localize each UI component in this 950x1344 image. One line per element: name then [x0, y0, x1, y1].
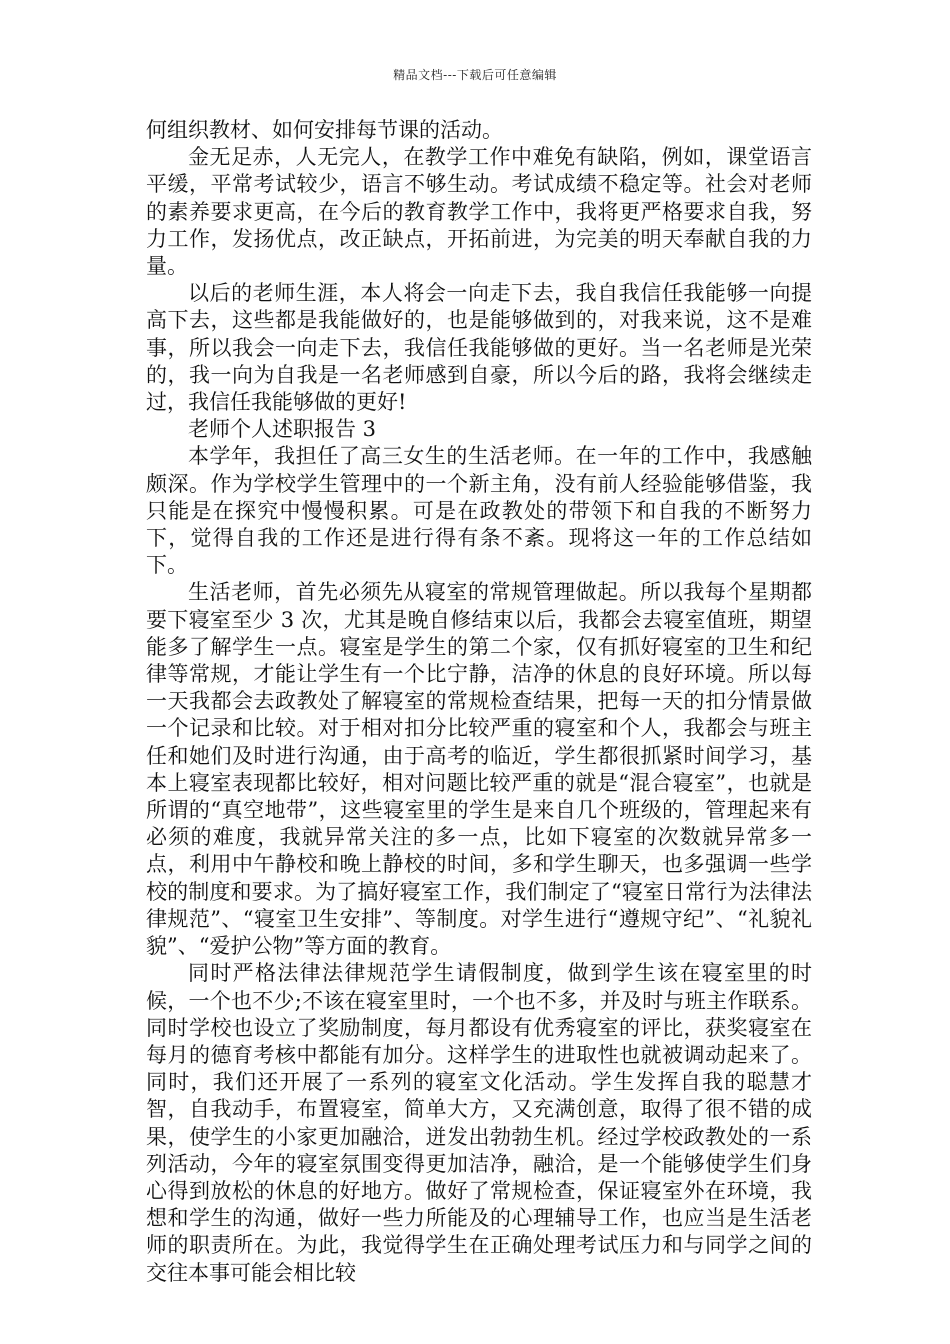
section-title: 老师个人述职报告 3	[188, 417, 377, 442]
page-header: 精品文档---下载后可任意编辑	[393, 68, 557, 82]
paragraph: 金无足赤，人无完人，在教学工作中难免有缺陷，例如，课堂语言平缓，平常考试较少，语言不够生动。考试成绩不稳定等。社会对老师的素养要求更高，在今后的教育教学工作中，我将更严格要求自我，努力工作，发扬优点，改正缺点，开拓前进，为完美的明天奉献自我的力量。	[146, 145, 812, 279]
paragraph: 以后的老师生涯，本人将会一向走下去，我自我信任我能够一向提高下去，这些都是我能做好的，也是能够做到的，对我来说，这不是难事，所以我会一向走下去，我信任我能够做的更好。当一名老师是光荣的，我一向为自我是一名老师感到自豪，所以今后的路，我将会继续走过，我信任我能够做的更好!	[146, 281, 812, 415]
paragraph: 同时严格法律法律规范学生请假制度，做到学生该在寝室里的时候，一个也不少;不该在寝室里时，一个也不多，并及时与班主作联系。同时学校也设立了奖励制度，每月都设有优秀寝室的评比，获奖寝室在每月的德育考核中都能有加分。这样学生的进取性也就被调动起来了。同时，我们还开展了一系列的寝室文化活动。学生发挥自我的聪慧才智，自我动手，布置寝室，简单大方，又充满创意，取得了很不错的成果，使学生的小家更加融洽，迸发出勃勃生机。经过学校政教处的一系列活动，今年的寝室氛围变得更加洁净，融洽，是一个能够使学生们身心得到放松的休息的好地方。做好了常规检查，保证寝室外在环境，我想和学生的沟通，做好一些力所能及的心理辅导工作，也应当是生活老师的职责所在。为此，我觉得学生在正确处理考试压力和与同学之间的交往本事可能会相比较	[146, 961, 812, 1285]
document-body	[146, 117, 812, 1287]
paragraph: 本学年，我担任了高三女生的生活老师。在一年的工作中，我感触颇深。作为学校学生管理中的一个新主角，没有前人经验能够借鉴，我只能是在探究中慢慢积累。可是在政教处的带领下和自我的不断努力下，觉得自我的工作还是进行得有条不紊。现将这一年的工作总结如下。	[146, 444, 812, 578]
paragraph-continuation: 何组织教材、如何安排每节课的活动。	[146, 118, 503, 142]
paragraph: 生活老师，首先必须先从寝室的常规管理做起。所以我每个星期都要下寝室至少 3 次，尤其是晚自修结束以后，我都会去寝室值班，期望能多了解学生一点。寝室是学生的第二个家，仅有抓好寝室的卫生和纪律等常规，才能让学生有一个比宁静，洁净的休息的良好环境。所以每一天我都会去政教处了解寝室的常规检查结果，把每一天的扣分情景做一个记录和比较。对于相对扣分比较严重的寝室和个人，我都会与班主任和她们及时进行沟通，由于高考的临近，学生都很抓紧时间学习，基本上寝室表现都比较好，相对问题比较严重的就是“混合寝室”，也就是所谓的“真空地带”，这些寝室里的学生是来自几个班级的，管理起来有必须的难度，我就异常关注的多一点，比如下寝室的次数就异常多一点，利用中午静校和晚上静校的时间，多和学生聊天，也多强调一些学校的制度和要求。为了搞好寝室工作，我们制定了“寝室日常行为法律法律规范”、“寝室卫生安排”、等制度。对学生进行“遵规守纪”、“礼貌礼貌”、“爱护公物”等方面的教育。	[146, 580, 812, 959]
